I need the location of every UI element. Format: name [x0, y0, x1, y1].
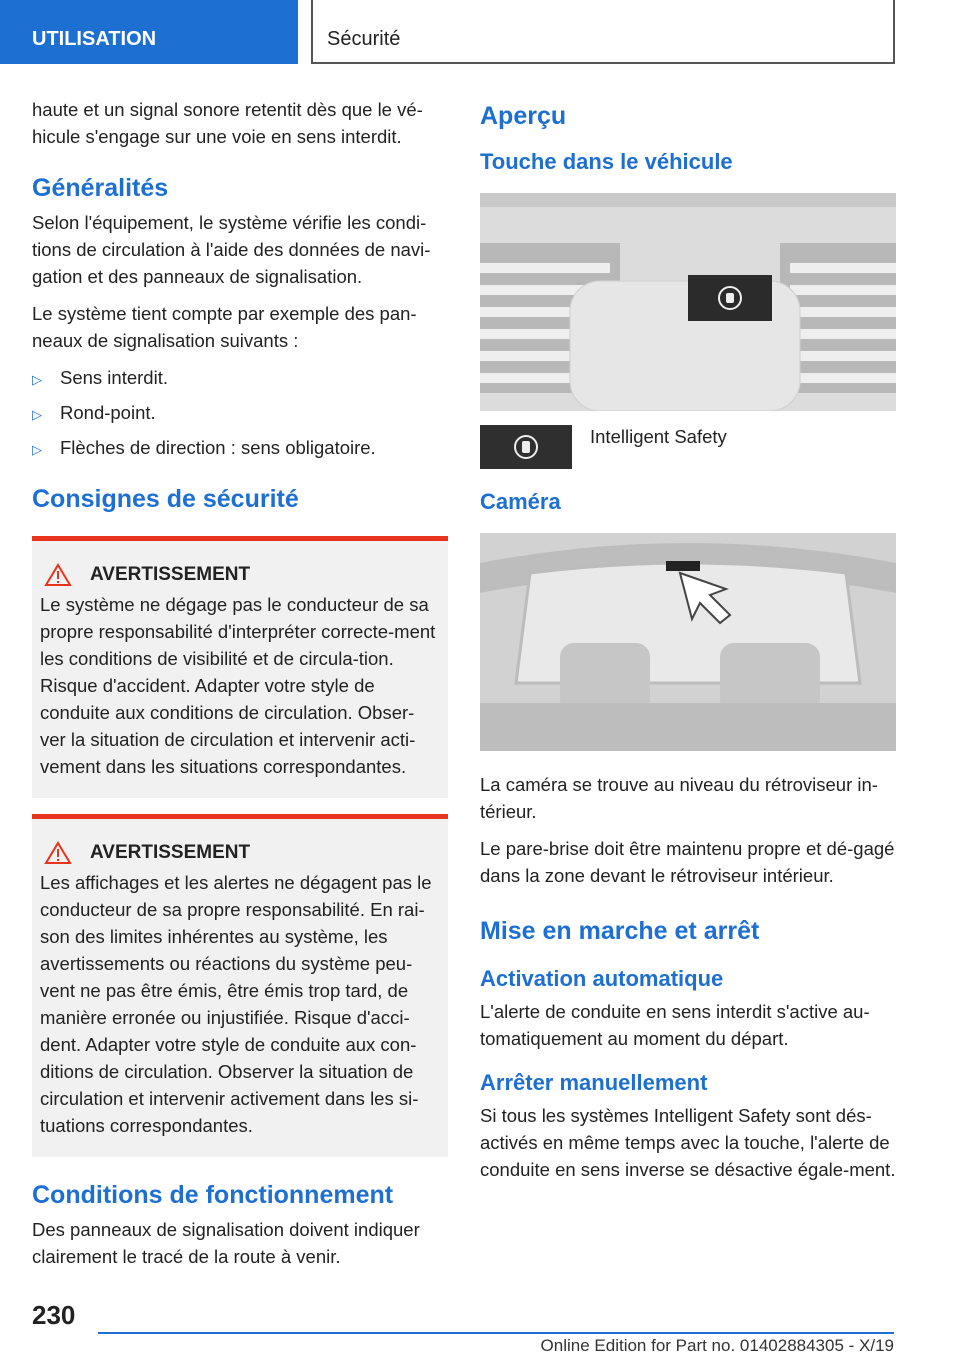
camera-paragraph-2: Le pare-brise doit être maintenu propre et dé-gagé dans la zone devant le rétroviseur intérieur. [480, 838, 895, 886]
generalites-paragraph-1: Selon l'équipement, le système vérifie les condi-tions de circulation à l'aide des données de navi-gation et des panneaux de signalisation. [32, 212, 431, 287]
sign-list [32, 364, 448, 463]
generalites-heading: Généralités [32, 174, 169, 202]
list-item: ▷ Sens interdit. [32, 364, 448, 393]
header-section-tab: UTILISATION [0, 0, 298, 64]
dashboard-button-photo [480, 193, 896, 411]
generalites-paragraph-2: Le système tient compte par exemple des pan-neaux de signalisation suivants : [32, 303, 417, 351]
consignes-heading: Consignes de sécurité [32, 485, 299, 513]
arreter-paragraph: Si tous les systèmes Intelligent Safety sont dés-activés en même temps avec la touche, l'alerte de conduite en sens inverse se désactive égale-ment. [480, 1105, 896, 1180]
bullet-triangle-icon: ▷ [32, 407, 42, 422]
touche-heading: Touche dans le véhicule [480, 149, 733, 174]
page-number: 230 [32, 1300, 76, 1330]
button-legend [480, 425, 896, 469]
footer-divider [98, 1332, 894, 1334]
camera-paragraph-1: La caméra se trouve au niveau du rétroviseur in-térieur. [480, 774, 878, 822]
intro-paragraph: haute et un signal sonore retentit dès que le vé-hicule s'engage sur une voie en sens interdit. [32, 99, 423, 147]
warning-box-1 [32, 536, 448, 798]
header-subsection-tab: Sécurité [311, 0, 895, 64]
conditions-heading: Conditions de fonctionnement [32, 1181, 394, 1209]
list-item: ▷ Rond-point. [32, 399, 448, 428]
marche-heading: Mise en marche et arrêt [480, 917, 760, 945]
apercu-heading: Aperçu [480, 102, 567, 130]
warning-triangle-icon [44, 841, 72, 865]
bullet-triangle-icon: ▷ [32, 372, 42, 387]
warning-text: Les affichages et les alertes ne dégagent pas le conducteur de sa propre responsabilité. En rai-son des limites inhérentes au système, les avertissements ou réactions du système peu-vent ne pas être émis, être émis trop tard, de manière erronée ou injustifiée. Risque d'acci-dent. Adapter votre style de conduite aux con-ditions de circulation. Observer la situation de circulation et intervenir activement dans les si-tuations correspondantes. [40, 872, 432, 1136]
list-item: ▷ Flèches de direction : sens obligatoire. [32, 434, 448, 463]
camera-photo [480, 533, 896, 751]
warning-triangle-icon [44, 563, 72, 587]
warning-title: AVERTISSEMENT [90, 564, 251, 585]
activation-heading: Activation automatique [480, 966, 724, 991]
camera-heading: Caméra [480, 489, 561, 514]
conditions-paragraph: Des panneaux de signalisation doivent indiquer clairement le tracé de la route à venir. [32, 1219, 420, 1267]
left-column [32, 96, 448, 1280]
right-column [480, 96, 896, 1193]
warning-text: Le système ne dégage pas le conducteur de sa propre responsabilité d'interpréter correcte-ment les conditions de visibilité et de circula-tion. Risque d'accident. Adapter votre style de conduite aux conditions de circulation. Obser-ver la situation de circulation et intervenir acti-vement dans les situations correspondantes. [40, 594, 436, 777]
arreter-heading: Arrêter manuellement [480, 1070, 708, 1095]
warning-box-2 [32, 814, 448, 1157]
legend-label: Intelligent Safety [590, 426, 727, 447]
intelligent-safety-icon [480, 425, 572, 469]
footer-edition: Online Edition for Part no. 01402884305 - X/19 [540, 1336, 894, 1355]
bullet-triangle-icon: ▷ [32, 442, 42, 457]
warning-title: AVERTISSEMENT [90, 842, 251, 863]
activation-paragraph: L'alerte de conduite en sens interdit s'active au-tomatiquement au moment du départ. [480, 1001, 870, 1049]
